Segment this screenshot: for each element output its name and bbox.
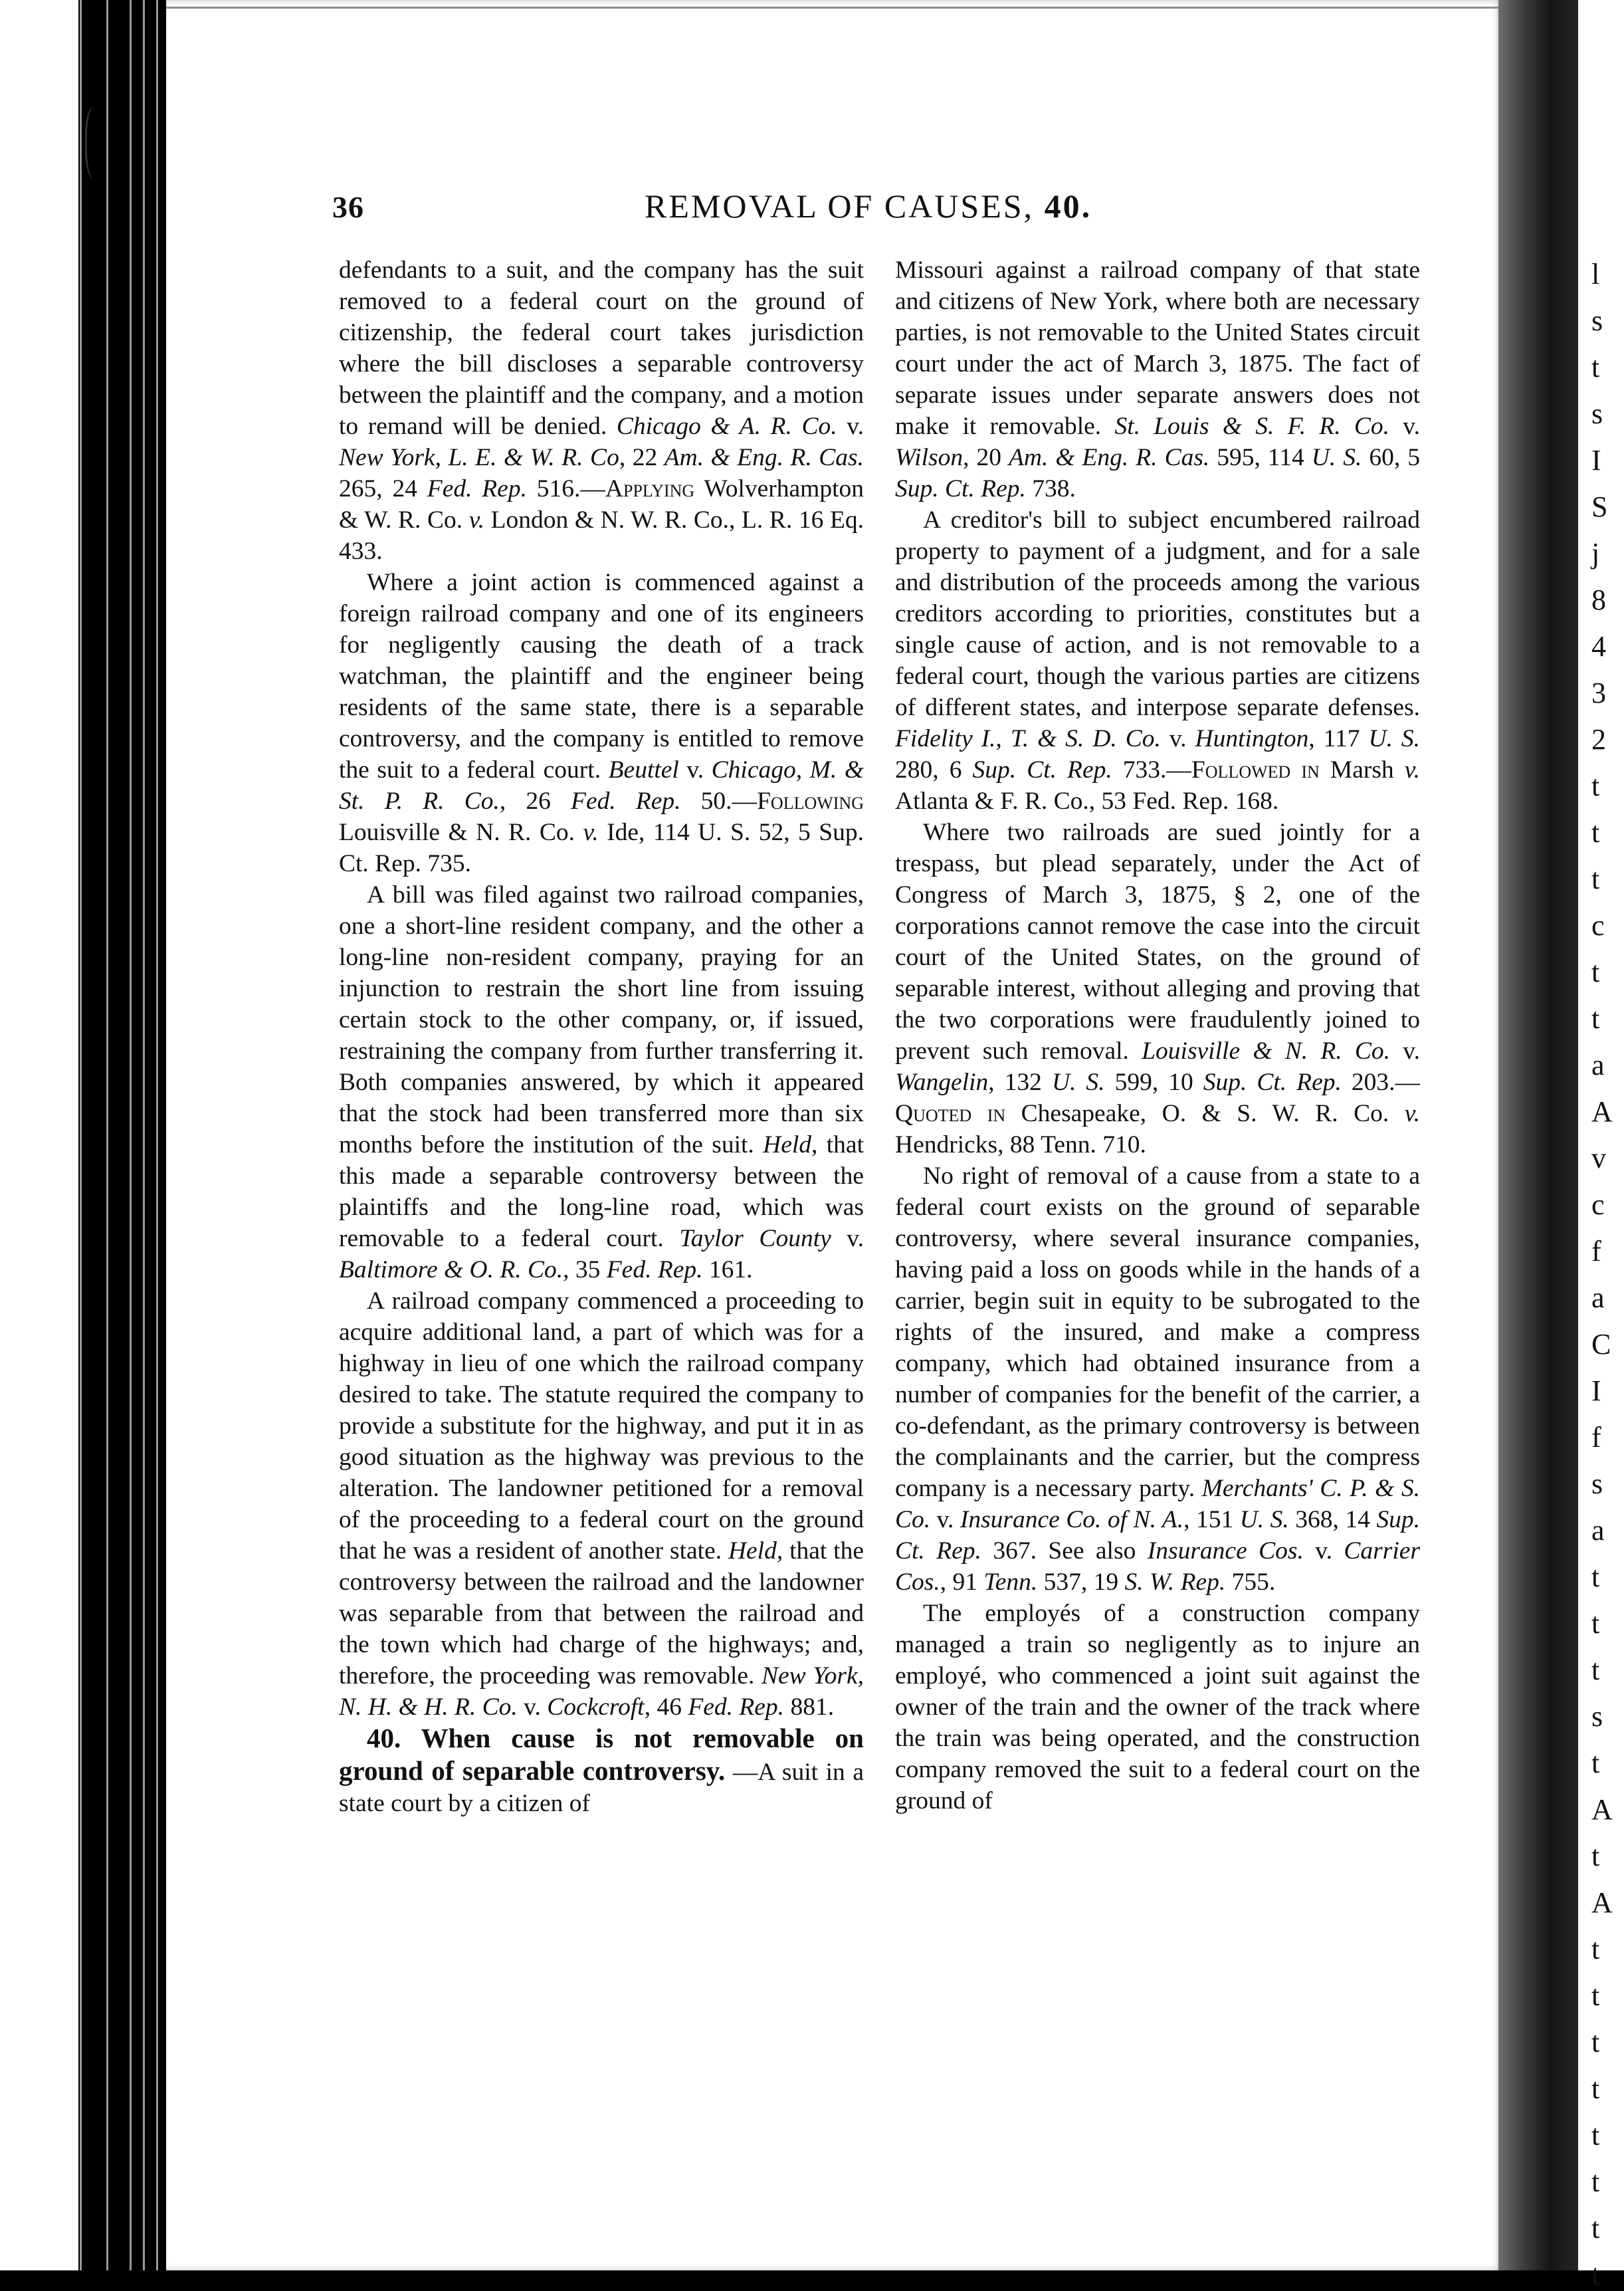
facing-page-fragment: v bbox=[1591, 1142, 1606, 1174]
facing-page-fragment: A bbox=[1591, 1095, 1613, 1128]
facing-page-fragment: t bbox=[1591, 1002, 1600, 1035]
facing-page-fragment: c bbox=[1591, 1188, 1605, 1221]
paragraph: Where two railroads are sued jointly for a trespass, but plead separately, under the Act of Congress of March 3, 1875, § 2, one of the corporations cannot remove the case into the circuit court of the United States, on the ground of separable interest, without alleging and proving that the two corporations were fraudulently joined to prevent such removal. Louisville & N. R. Co. v. Wangelin, 132 U. S. 599, 10 Sup. Ct. Rep. 203.—Quoted in Chesapeake, O. & S. W. R. Co. v. Hendricks, 88 Tenn. 710. bbox=[895, 819, 1421, 1158]
paragraph: No right of removal of a cause from a state to a federal court exists on the ground of separable controversy, where several insurance companies, having paid a loss on goods while in the hands of a carrier, begin suit in equity to be subrogated to the rights of the insured, and make a compress company, which had obtained insurance from a number of companies for the benefit of the carrier, a co-defendant, as the primary controversy is between the complainants and the carrier, but the compress company is a necessary party. Merchants' C. P. & S. Co. v. Insurance Co. of N. A., 151 U. S. 368, 14 Sup. Ct. Rep. 367. See also Insurance Cos. v. Carrier Cos., 91 Tenn. 537, 19 S. W. Rep. 755. bbox=[895, 1162, 1421, 1596]
facing-page-fragment: t bbox=[1591, 863, 1600, 895]
facing-page-fragment: t bbox=[1591, 2258, 1600, 2291]
page-number: 36 bbox=[332, 190, 364, 224]
facing-page-fragment: 8 bbox=[1591, 584, 1606, 616]
page-top-edge bbox=[166, 7, 1502, 9]
facing-page-fragment: f bbox=[1591, 1421, 1601, 1454]
facing-page-fragment: S bbox=[1591, 491, 1608, 523]
facing-page-fragment: t bbox=[1591, 2119, 1600, 2151]
paragraph: A railroad company commenced a proceeding to acquire additional land, a part of which was for a highway in lieu of one which the railroad company desired to take. The statute required the company to provide a substitute for the highway, and put it in as good situation as the highway was previous to the alteration. The landowner petitioned for a removal of the proceeding to a federal court on the ground that he was a resident of another state. Held, that the controversy between the railroad and the landowner was separable from that between the railroad and the town which had charge of the highways; and, therefore, the proceeding was removable. New York, N. H. & H. R. Co. v. Cockcroft, 46 Fed. Rep. 881. bbox=[339, 1287, 864, 1721]
facing-page-fragment: l bbox=[1591, 258, 1600, 290]
page-edge-line bbox=[156, 0, 158, 2270]
facing-page-fragment: a bbox=[1591, 1514, 1605, 1547]
paragraph: defendants to a suit, and the company has the suit removed to a federal court on the ground of citizenship, the federal court takes jurisdiction where the bill discloses a separable controversy between the plaintiff and the company, and a motion to remand will be denied. Chicago & A. R. Co. v. New York, L. E. & W. R. Co, 22 Am. & Eng. R. Cas. 265, 24 Fed. Rep. 516.—Applying Wolverhampton & W. R. Co. v. London & N. W. R. Co., L. R. 16 Eq. 433. bbox=[339, 257, 864, 565]
facing-page-fragment: s bbox=[1591, 1468, 1603, 1500]
section-heading: 40. When cause is not removable on ground of separable controversy. bbox=[339, 1723, 864, 1786]
facing-page-fragment: t bbox=[1591, 1561, 1600, 1593]
section-paragraph: 40. When cause is not removable on ground of separable controversy. —A suit in a state court by a citizen of bbox=[339, 1723, 864, 1817]
facing-page-fragment: f bbox=[1591, 1235, 1601, 1267]
page-header bbox=[332, 189, 1429, 236]
facing-page-fragment: t bbox=[1591, 351, 1600, 383]
facing-page-fragment: a bbox=[1591, 1049, 1605, 1081]
facing-page-fragment: 3 bbox=[1591, 677, 1606, 709]
facing-page-fragment: t bbox=[1591, 770, 1600, 802]
facing-page-fragment: t bbox=[1591, 1840, 1600, 1872]
pencil-mark bbox=[85, 106, 107, 179]
page-edge-line bbox=[130, 0, 132, 2270]
facing-page-fragment: t bbox=[1591, 2026, 1600, 2058]
book-gutter bbox=[1498, 0, 1585, 2270]
facing-page-fragment: a bbox=[1591, 1281, 1605, 1314]
facing-page-fragment: s bbox=[1591, 1700, 1603, 1733]
facing-page-fragment: t bbox=[1591, 1933, 1600, 1965]
page-edge-line bbox=[106, 0, 108, 2270]
facing-page-fragment: 2 bbox=[1591, 723, 1606, 756]
facing-page-fragment: t bbox=[1591, 2165, 1600, 2198]
paragraph: A creditor's bill to subject encumbered railroad property to payment of a judgment, and for a sale and distribution of the proceeds among the various creditors according to priorities, constitutes but a single cause of action, and is not removable to a federal court, though the various parties are citizens of different states, and interpose separate defenses. Fidelity I., T. & S. D. Co. v. Huntington, 117 U. S. 280, 6 Sup. Ct. Rep. 733.—Followed in Marsh v. Atlanta & F. R. Co., 53 Fed. Rep. 168. bbox=[895, 506, 1420, 815]
facing-page-fragment: c bbox=[1591, 909, 1605, 942]
facing-page-fragment: A bbox=[1591, 1793, 1613, 1826]
facing-page-fragment: t bbox=[1591, 816, 1600, 849]
facing-page-fragment: t bbox=[1591, 2072, 1600, 2105]
facing-page-fragment: j bbox=[1591, 537, 1600, 570]
facing-page-fragment: s bbox=[1591, 304, 1603, 337]
facing-page-fragment: I bbox=[1591, 1374, 1601, 1407]
page-edge-line bbox=[80, 0, 82, 2270]
facing-page-fragment: t bbox=[1591, 2212, 1600, 2244]
running-head-section: 40. bbox=[1044, 187, 1092, 225]
facing-page-fragment: t bbox=[1591, 1654, 1600, 1686]
right-column bbox=[895, 255, 1420, 1816]
facing-page-edge bbox=[1578, 0, 1624, 2291]
facing-page-fragment: t bbox=[1591, 1607, 1600, 1640]
facing-page-fragment: 4 bbox=[1591, 630, 1606, 663]
left-column bbox=[339, 255, 864, 1819]
facing-page-fragment: s bbox=[1591, 397, 1603, 430]
running-head bbox=[645, 187, 1092, 225]
facing-page-fragment: C bbox=[1591, 1328, 1611, 1361]
paragraph: Where a joint action is commenced against a foreign railroad company and one of its engineers for negligently causing the death of a track watchman, the plaintiff and the engineer being residents of the same state, there is a separable controversy, and the company is entitled to remove the suit to a federal court. Beuttel v. Chicago, M. & St. P. R. Co., 26 Fed. Rep. 50.—Following Louisville & N. R. Co. v. Ide, 114 U. S. 52, 5 Sup. Ct. Rep. 735. bbox=[339, 569, 864, 877]
facing-page-fragment: A bbox=[1591, 1886, 1613, 1919]
running-head-title: REMOVAL OF CAUSES, bbox=[645, 187, 1035, 225]
page-edge-line bbox=[143, 0, 145, 2270]
page-stack-edge bbox=[0, 0, 78, 2270]
paragraph: Missouri against a railroad company of that state and citizens of New York, where both are necessary parties, is not removable to the United States circuit court under the act of March 3, 1875. The fact of separate issues under separate answers does not make it removable. St. Louis & S. F. R. Co. v. Wilson, 20 Am. & Eng. R. Cas. 595, 114 U. S. 60, 5 Sup. Ct. Rep. 738. bbox=[895, 257, 1421, 502]
paragraph: A bill was filed against two railroad companies, one a short-line resident company, and the other a long-line non-resident company, praying for an injunction to restrain the short line from issuing certain stock to the other company, or, if issued, restraining the company from further transferring it. Both companies answered, by which it appeared that the stock had been transferred more than six months before the institution of the suit. Held, that this made a separable controversy between the plaintiffs and the long-line road, which was removable to a federal court. Taylor County v. Baltimore & O. R. Co., 35 Fed. Rep. 161. bbox=[339, 881, 864, 1283]
facing-page-fragment: I bbox=[1591, 444, 1601, 477]
paragraph: The employés of a construction company managed a train so negligently as to injure an employé, who commenced a joint suit against the owner of the train and the owner of the track where the train was being operated, and the construction company removed the suit to a federal court on the ground of bbox=[895, 1600, 1420, 1814]
facing-page-fragment: t bbox=[1591, 956, 1600, 988]
facing-page-fragment: t bbox=[1591, 1747, 1600, 1779]
facing-page-fragment: t bbox=[1591, 1979, 1600, 2012]
